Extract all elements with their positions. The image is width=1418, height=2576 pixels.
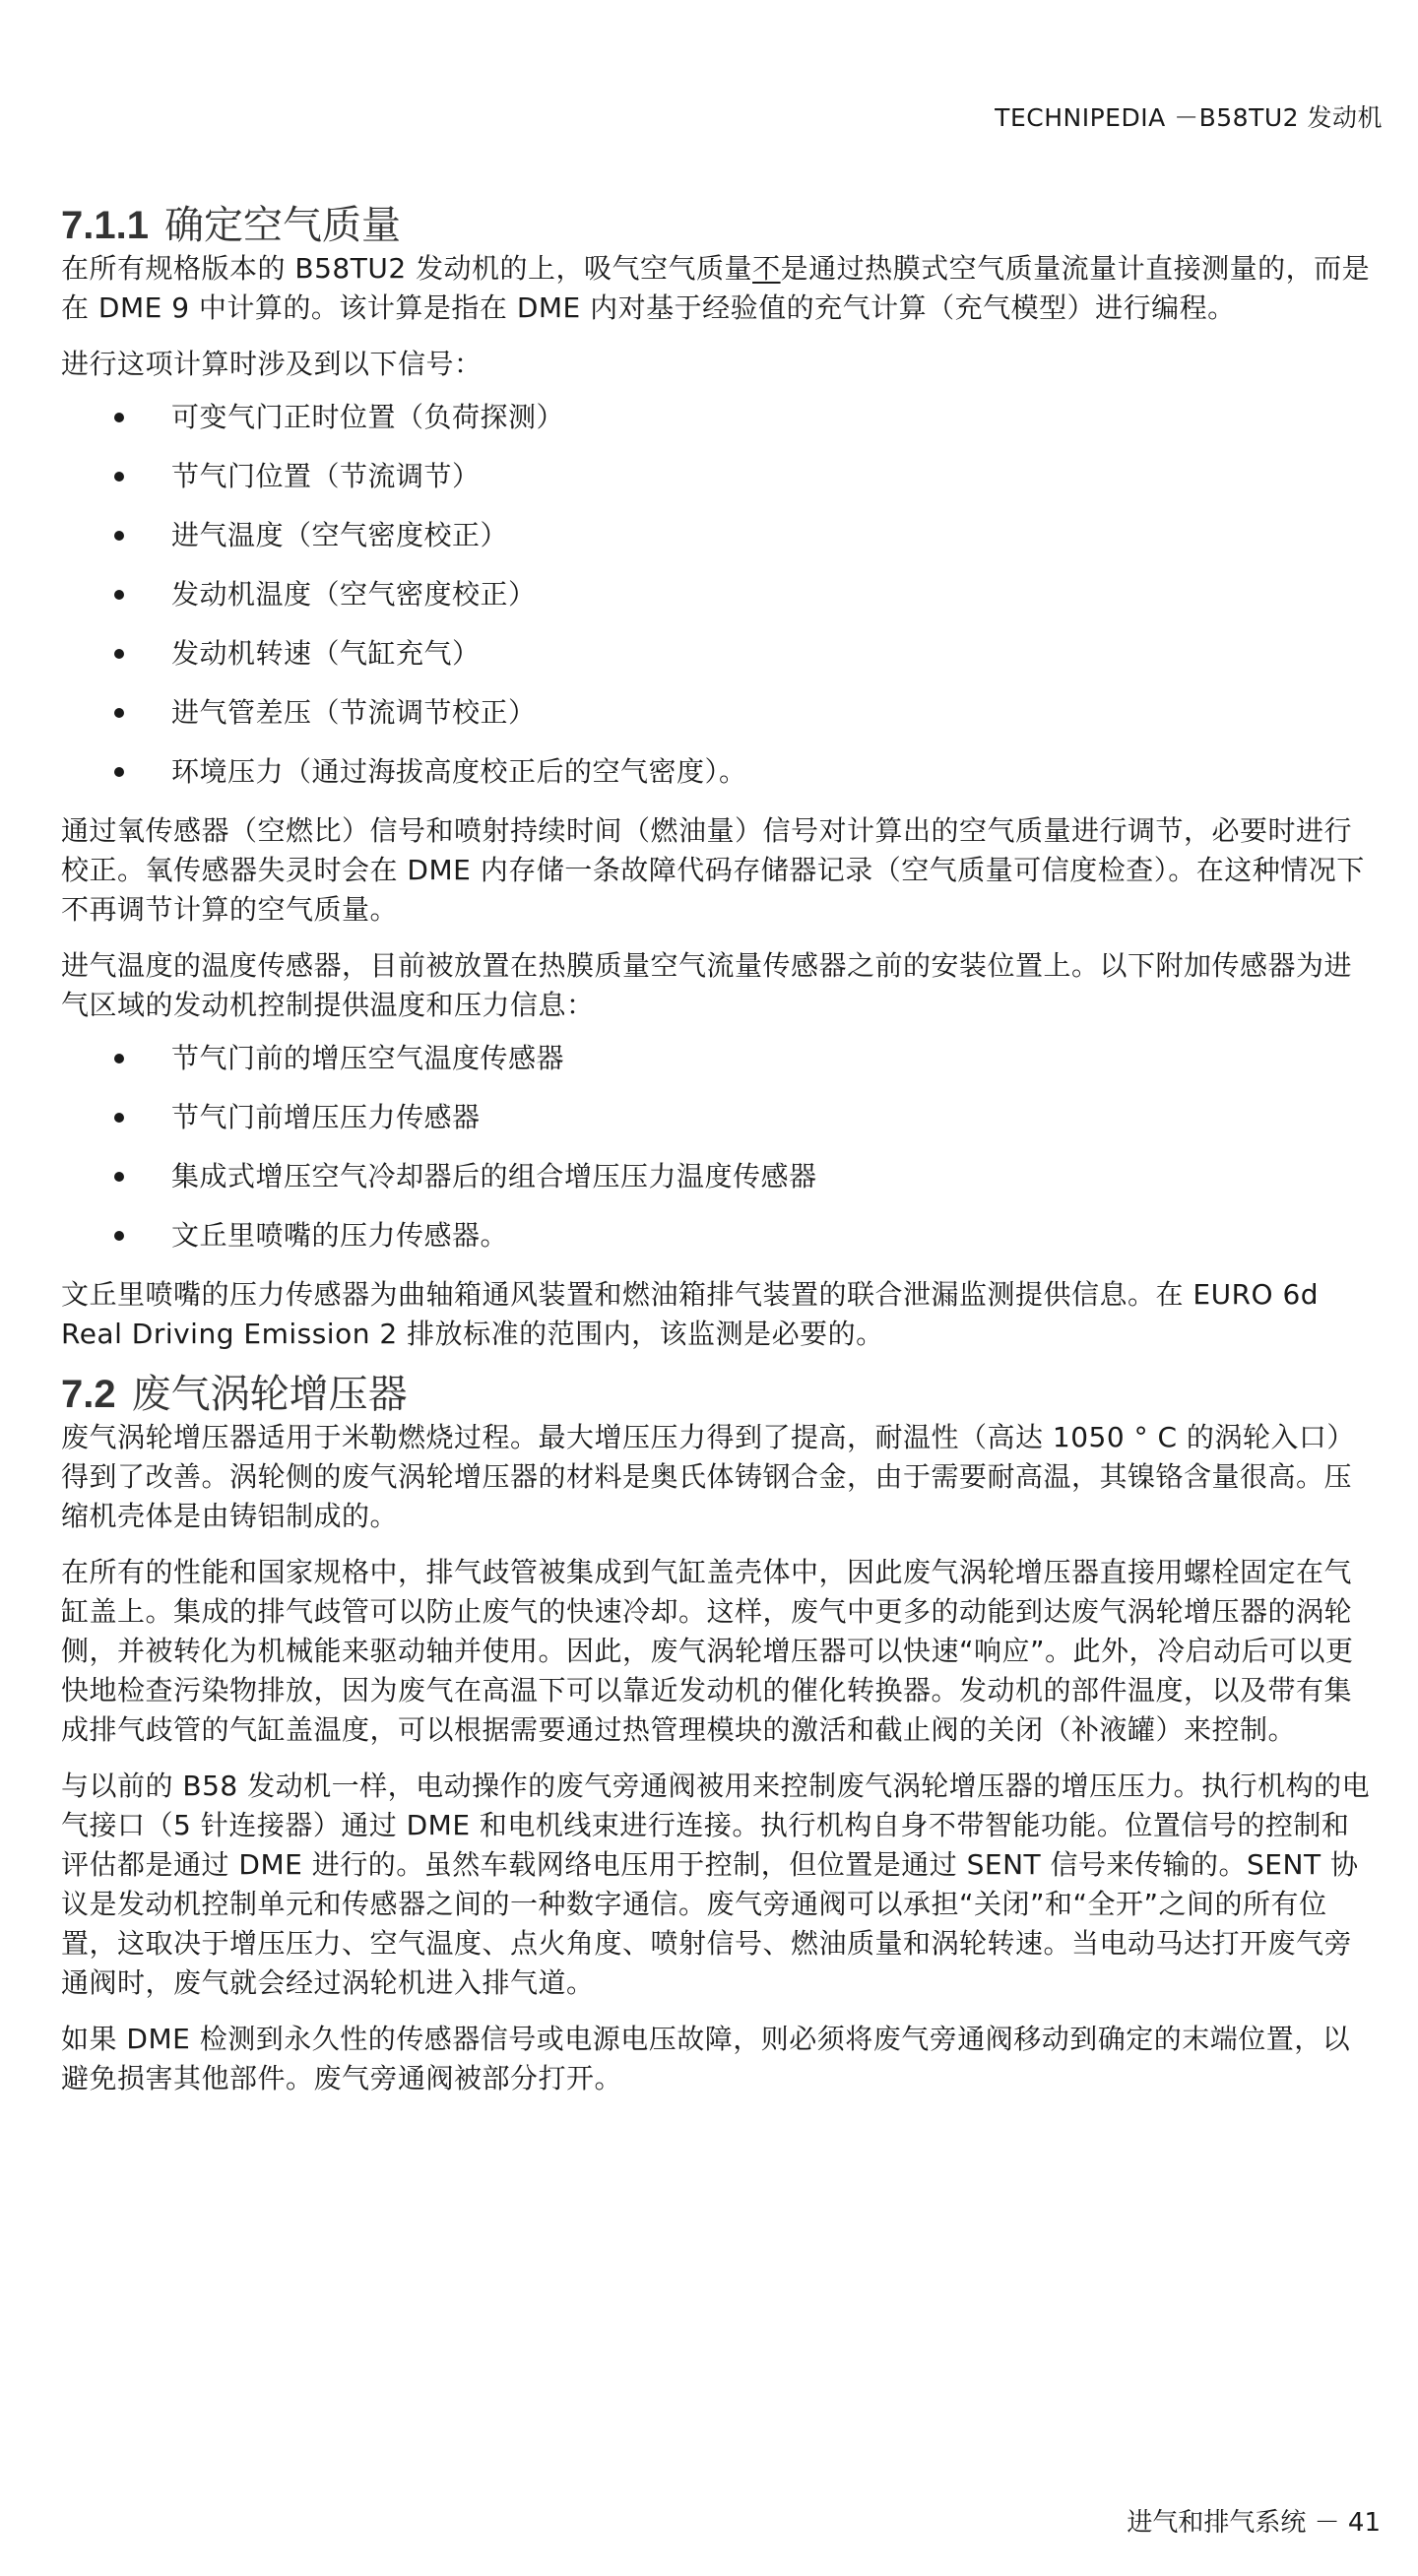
venturi-paragraph: 文丘里喷嘴的压力传感器为曲轴箱通风装置和燃油箱排气装置的联合泄漏监测提供信息。在 EURO 6d Real Driving Emission 2 排放标准的范围内，该监测是必要的。	[61, 1278, 1320, 1350]
bullet-icon	[114, 1113, 124, 1123]
list-item-text: 可变气门正时位置（负荷探测）	[171, 401, 565, 433]
list-item	[61, 634, 1371, 674]
page-content	[61, 202, 1371, 2115]
bullet-icon	[114, 472, 124, 482]
turbo-paragraph-3: 与以前的 B58 发动机一样，电动操作的废气旁通阀被用来控制废气涡轮增压器的增压压力。执行机构的电气接口（5 针连接器）通过 DME 和电机线束进行连接。执行机构自身不带智能功能。位置信号的控制和评估都是通过 DME 进行的。虽然车载网络电压用于控制，但位置是通过 SENT 信号来传输的。SENT 协议是发动机控制单元和传感器之间的一种数字通信。废气旁通阀可以承担“关闭”和“全开”之间的所有位置，这取决于增压压力、空气温度、点火角度、喷射信号、燃油质量和涡轮转速。当电动马达打开废气旁通阀时，废气就会经过涡轮机进入排气道。	[61, 1770, 1371, 1999]
list-item-text: 节气门前的增压空气温度传感器	[171, 1042, 565, 1074]
section-heading-7-1-1	[61, 202, 1371, 249]
list-item-text: 发动机转速（气缸充气）	[171, 637, 481, 670]
list-item-text: 节气门前增压压力传感器	[171, 1101, 481, 1133]
list-item-text: 环境压力（通过海拔高度校正后的空气密度）。	[171, 755, 747, 788]
list-item-text: 进气管差压（节流调节校正）	[171, 696, 537, 729]
list-item-text: 发动机温度（空气密度校正）	[171, 578, 537, 611]
list-item	[61, 1039, 1371, 1078]
list-item-text: 集成式增压空气冷却器后的组合增压压力温度传感器	[171, 1160, 817, 1192]
list-item-text: 节气门位置（节流调节）	[171, 460, 481, 492]
turbo-paragraph-1: 废气涡轮增压器适用于米勒燃烧过程。最大增压压力得到了提高，耐温性（高达 1050 ° C 的涡轮入口）得到了改善。涡轮侧的废气涡轮增压器的材料是奥氏体铸钢合金，由于需要耐高温，其镍铬含量很高。压缩机壳体是由铸铝制成的。	[61, 1421, 1355, 1532]
section-number: 7.2	[61, 1373, 116, 1416]
list-item	[61, 1216, 1371, 1256]
list-item	[61, 398, 1371, 437]
intro-text-part-1: 在所有规格版本的 B58TU2 发动机的上，吸气空气质量	[61, 252, 753, 285]
section-title: 确定空气质量	[163, 203, 401, 248]
signals-list	[61, 398, 1371, 792]
list-item-text: 文丘里喷嘴的压力传感器。	[171, 1219, 509, 1252]
bullet-icon	[114, 1231, 124, 1241]
signals-intro: 进行这项计算时涉及到以下信号：	[61, 348, 483, 380]
bullet-icon	[114, 649, 124, 659]
bullet-icon	[114, 1054, 124, 1063]
list-item	[61, 516, 1371, 555]
bullet-icon	[114, 767, 124, 777]
bullet-icon	[114, 413, 124, 422]
intro-text-underlined: 不	[752, 252, 781, 285]
intro-paragraph	[61, 249, 1371, 328]
bullet-icon	[114, 531, 124, 541]
bullet-icon	[114, 708, 124, 718]
section-heading-7-2	[61, 1371, 1371, 1418]
section-title: 废气涡轮增压器	[131, 1372, 408, 1417]
list-item	[61, 752, 1371, 792]
list-item-text: 进气温度（空气密度校正）	[171, 519, 509, 551]
intro-text-part-2: 是通过热膜式空气质量流量计直接测量的，而是在 DME 9 中计算的。该计算是指在 DME 内对基于经验值的充气计算（充气模型）进行编程。	[61, 252, 1371, 324]
oxygen-sensor-paragraph: 通过氧传感器（空燃比）信号和喷射持续时间（燃油量）信号对计算出的空气质量进行调节，必要时进行校正。氧传感器失灵时会在 DME 内存储一条故障代码存储器记录（空气质量可信度检查）。在这种情况下不再调节计算的空气质量。	[61, 814, 1365, 926]
turbo-paragraph-2: 在所有的性能和国家规格中，排气歧管被集成到气缸盖壳体中，因此废气涡轮增压器直接用螺栓固定在气缸盖上。集成的排气歧管可以防止废气的快速冷却。这样，废气中更多的动能到达废气涡轮增压器的涡轮侧，并被转化为机械能来驱动轴并使用。因此，废气涡轮增压器可以快速“响应”。此外，冷启动后可以更快地检查污染物排放，因为废气在高温下可以靠近发动机的催化转换器。发动机的部件温度，以及带有集成排气歧管的气缸盖温度，可以根据需要通过热管理模块的激活和截止阀的关闭（补液罐）来控制。	[61, 1556, 1354, 1746]
running-header: TECHNIPEDIA －B58TU2 发动机	[995, 103, 1383, 132]
sensors-list	[61, 1039, 1371, 1256]
list-item	[61, 1098, 1371, 1137]
list-item	[61, 1157, 1371, 1196]
list-item	[61, 457, 1371, 496]
turbo-paragraph-4: 如果 DME 检测到永久性的传感器信号或电源电压故障，则必须将废气旁通阀移动到确定的末端位置，以避免损害其他部件。废气旁通阀被部分打开。	[61, 2023, 1351, 2094]
temperature-sensor-paragraph: 进气温度的温度传感器，目前被放置在热膜质量空气流量传感器之前的安装位置上。以下附加传感器为进气区域的发动机控制提供温度和压力信息：	[61, 949, 1353, 1021]
bullet-icon	[114, 590, 124, 600]
bullet-icon	[114, 1172, 124, 1182]
section-number: 7.1.1	[61, 204, 149, 247]
list-item	[61, 693, 1371, 733]
list-item	[61, 575, 1371, 614]
page-footer: 进气和排气系统 － 41	[1127, 2508, 1381, 2538]
